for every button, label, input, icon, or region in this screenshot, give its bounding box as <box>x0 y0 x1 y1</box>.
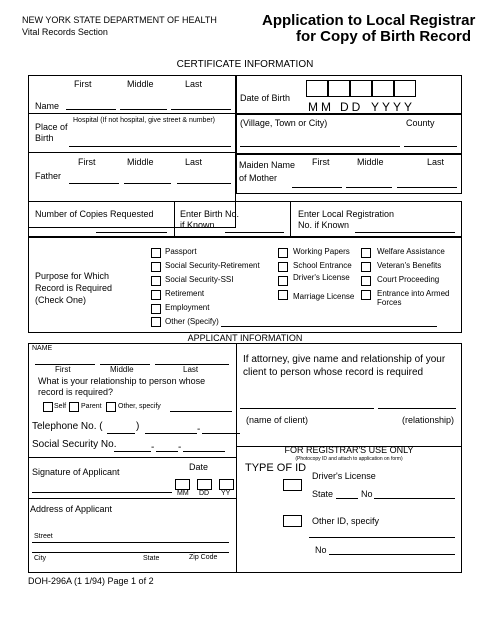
dob-dd-label: DD <box>340 100 364 114</box>
birth-no-field[interactable] <box>225 232 284 233</box>
department-name: NEW YORK STATE DEPARTMENT OF HEALTH <box>22 15 217 25</box>
mother-last-field[interactable] <box>397 187 457 188</box>
working-papers-checkbox[interactable] <box>278 248 288 258</box>
registrar-use-heading: FOR REGISTRAR'S USE ONLY <box>284 445 414 455</box>
parent-label: Parent <box>81 403 102 410</box>
birth-no-label-1: Enter Birth No. <box>180 209 240 219</box>
hospital-hint: Hospital (If not hospital, give street & number) <box>73 117 216 124</box>
other-relationship-label: Other, specify <box>118 403 161 410</box>
attorney-note-2: client to person whose record is required <box>243 367 424 378</box>
court-label: Court Proceeding <box>377 275 440 284</box>
employment-label: Employment <box>165 303 210 312</box>
school-entrance-label: School Entrance <box>293 261 352 270</box>
other-relationship-checkbox[interactable] <box>106 402 116 412</box>
telephone-label: Telephone No. ( <box>32 421 103 432</box>
mother-first-field[interactable] <box>292 187 342 188</box>
applicant-info-heading: APPLICANT INFORMATION <box>187 333 303 343</box>
marriage-license-label: Marriage License <box>293 292 355 301</box>
father-first-label: First <box>78 157 96 167</box>
working-papers-label: Working Papers <box>293 247 350 256</box>
marriage-license-checkbox[interactable] <box>278 290 288 300</box>
relationship-question-1: What is your relationship to person whose <box>38 376 206 386</box>
ss-retirement-checkbox[interactable] <box>151 262 161 272</box>
local-reg-field[interactable] <box>355 232 455 233</box>
armed-forces-label-2: Forces <box>377 298 402 307</box>
middle-name-field[interactable] <box>120 109 167 110</box>
mother-middle-field[interactable] <box>346 187 392 188</box>
signature-mm-label: MM <box>177 490 189 497</box>
father-middle-field[interactable] <box>124 183 171 184</box>
other-purpose-label: Other (Specify) <box>165 317 219 326</box>
client-name-field[interactable] <box>240 408 374 409</box>
applicant-middle-label: Middle <box>110 365 134 374</box>
last-name-field[interactable] <box>171 109 231 110</box>
middle-label: Middle <box>127 79 154 89</box>
birth-no-label-2: if Known <box>180 220 215 230</box>
dob-day-box-2[interactable] <box>372 80 394 97</box>
telephone-area-field[interactable] <box>107 433 135 434</box>
signature-month-box[interactable] <box>175 479 190 490</box>
form-title-line2: for Copy of Birth Record <box>296 28 471 45</box>
village-field[interactable] <box>240 146 400 147</box>
type-of-id-label: TYPE OF ID <box>245 462 307 474</box>
signature-yy-label: YY <box>221 490 231 497</box>
registrar-other-id-field[interactable] <box>309 537 455 538</box>
signature-dd-label: DD <box>199 490 210 497</box>
zip-label: Zip Code <box>189 554 218 561</box>
veterans-checkbox[interactable] <box>361 262 371 272</box>
father-last-label: Last <box>185 157 203 167</box>
dob-yyyy-label: YYYY <box>371 100 416 114</box>
maiden-name-label-2: of Mother <box>239 173 278 183</box>
employment-checkbox[interactable] <box>151 304 161 314</box>
date-of-birth-label: Date of Birth <box>240 93 291 103</box>
telephone-dash: - <box>197 424 201 435</box>
copies-requested-label: Number of Copies Requested <box>35 209 154 219</box>
first-label: First <box>74 79 92 89</box>
court-checkbox[interactable] <box>361 276 371 286</box>
welfare-label: Welfare Assistance <box>377 247 445 256</box>
veterans-label: Veteran's Benefits <box>377 261 442 270</box>
copies-requested-field[interactable] <box>96 232 167 233</box>
dob-mm-label: MM <box>308 100 334 114</box>
father-first-field[interactable] <box>69 183 119 184</box>
registrar-note: (Photocopy ID and attach to application on form) <box>295 456 403 462</box>
applicant-name-label: NAME <box>32 345 53 352</box>
name-label: Name <box>35 101 60 111</box>
address-label: Address of Applicant <box>30 504 113 514</box>
signature-year-box[interactable] <box>219 479 234 490</box>
divider <box>28 498 236 499</box>
village-hint: (Village, Town or City) <box>240 118 328 128</box>
maiden-name-label-1: Maiden Name <box>239 160 296 170</box>
ss-retirement-label: Social Security-Retirement <box>165 261 260 270</box>
other-purpose-checkbox[interactable] <box>151 317 161 327</box>
state-label: State <box>143 555 160 562</box>
registrar-other-id-no-field[interactable] <box>329 554 455 555</box>
ssn-part1-field[interactable] <box>114 451 151 452</box>
form-title-line1: Application to Local Registrar <box>262 12 476 29</box>
place-of-birth-label-2: Birth <box>35 133 54 143</box>
dob-month-box-2[interactable] <box>328 80 350 97</box>
local-reg-label-1: Enter Local Registration <box>298 209 395 219</box>
city-state-zip-field[interactable] <box>32 552 229 553</box>
telephone-prefix-field[interactable] <box>145 433 197 434</box>
registrar-other-id-label: Other ID, specify <box>312 516 380 526</box>
father-middle-label: Middle <box>127 157 154 167</box>
signature-field[interactable] <box>32 492 172 493</box>
registrar-state-label: State <box>312 489 334 499</box>
ssn-label: Social Security No. <box>32 439 117 450</box>
registrar-no-label: No <box>361 489 373 499</box>
attorney-note-1: If attorney, give name and relationship of your <box>243 354 446 365</box>
passport-checkbox[interactable] <box>151 248 161 258</box>
client-relationship-label: (relationship) <box>402 415 455 425</box>
registrar-license-no-field[interactable] <box>374 498 455 499</box>
divider <box>290 201 291 237</box>
self-label: Self <box>54 403 67 410</box>
ssn-dash-2: - <box>178 442 182 453</box>
armed-forces-checkbox[interactable] <box>361 290 371 300</box>
applicant-first-label: First <box>55 365 71 374</box>
local-reg-label-2: No. if Known <box>298 220 350 230</box>
dob-day-box[interactable] <box>350 80 372 97</box>
mother-last-label: Last <box>427 157 445 167</box>
parent-checkbox[interactable] <box>69 402 79 412</box>
purpose-label-2: Record is Required <box>35 283 113 293</box>
signature-label: Signature of Applicant <box>32 467 120 477</box>
certificate-info-heading: CERTIFICATE INFORMATION <box>176 59 314 70</box>
armed-forces-label-1: Entrance into Armed <box>377 289 450 298</box>
ssn-part3-field[interactable] <box>183 451 225 452</box>
place-of-birth-label-1: Place of <box>35 122 68 132</box>
ssn-part2-field[interactable] <box>156 451 178 452</box>
registrar-state-field[interactable] <box>336 498 358 499</box>
father-label: Father <box>35 171 62 181</box>
dob-month-box[interactable] <box>306 80 328 97</box>
purpose-label-1: Purpose for Which <box>35 271 110 281</box>
street-field[interactable] <box>32 542 229 543</box>
registrar-other-id-checkbox[interactable] <box>283 515 302 527</box>
ss-ssi-label: Social Security-SSI <box>165 275 234 284</box>
county-label: County <box>406 118 435 128</box>
telephone-close-paren: ) <box>136 421 140 432</box>
self-checkbox[interactable] <box>43 402 53 412</box>
client-name-label: (name of client) <box>246 415 309 425</box>
telephone-line-field[interactable] <box>202 433 240 434</box>
mother-first-label: First <box>312 157 330 167</box>
divider <box>28 152 236 153</box>
relationship-question-2: record is required? <box>38 387 114 397</box>
retirement-label: Retirement <box>165 289 205 298</box>
applicant-last-label: Last <box>183 365 199 374</box>
welfare-checkbox[interactable] <box>361 248 371 258</box>
ss-ssi-checkbox[interactable] <box>151 276 161 286</box>
divider <box>174 201 175 237</box>
other-relationship-field[interactable] <box>170 411 232 412</box>
form-id: DOH-296A (1 1/94) Page 1 of 2 <box>28 576 154 586</box>
county-field[interactable] <box>404 146 457 147</box>
school-entrance-checkbox[interactable] <box>278 262 288 272</box>
hospital-field[interactable] <box>69 146 231 147</box>
passport-label: Passport <box>165 247 197 256</box>
signature-date-label: Date <box>189 462 209 472</box>
divider <box>28 113 236 114</box>
street-label: Street <box>34 533 53 540</box>
drivers-license-label: Driver's License <box>293 273 350 282</box>
registrar-drivers-license-checkbox[interactable] <box>283 479 302 491</box>
section-name: Vital Records Section <box>22 27 108 37</box>
signature-day-box[interactable] <box>197 479 212 490</box>
drivers-license-checkbox[interactable] <box>278 276 288 286</box>
registrar-no2-label: No <box>315 545 327 555</box>
father-last-field[interactable] <box>177 183 231 184</box>
last-label: Last <box>185 79 203 89</box>
dob-year-box[interactable] <box>394 80 416 97</box>
divider <box>28 457 236 458</box>
city-label: City <box>34 555 47 562</box>
client-relationship-field[interactable] <box>378 408 456 409</box>
purpose-label-3: (Check One) <box>35 295 87 305</box>
other-purpose-field[interactable] <box>221 326 437 327</box>
registrar-drivers-license-label: Driver's License <box>312 471 376 481</box>
first-name-field[interactable] <box>66 109 116 110</box>
retirement-checkbox[interactable] <box>151 290 161 300</box>
ssn-dash-1: - <box>151 442 155 453</box>
mother-middle-label: Middle <box>357 157 384 167</box>
